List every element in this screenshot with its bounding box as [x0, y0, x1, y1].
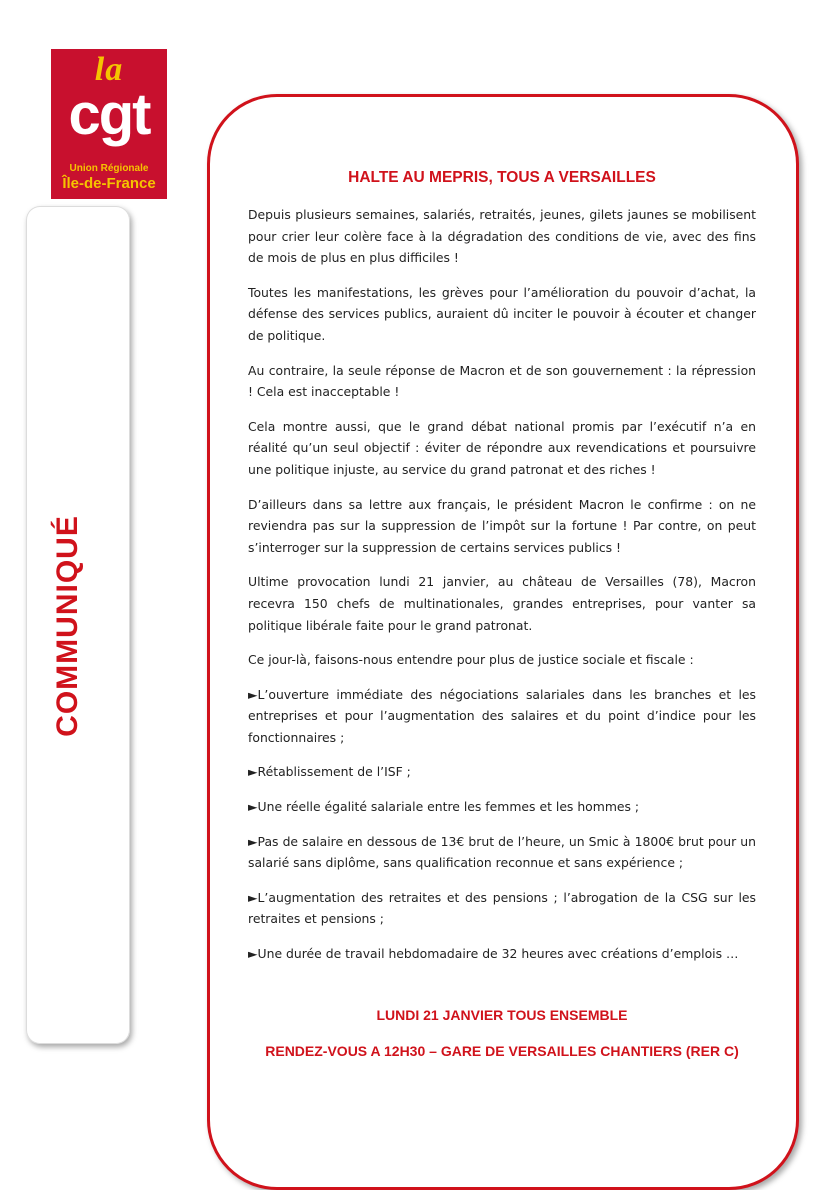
demand-item: ►Une réelle égalité salariale entre les femmes et les hommes ;: [248, 799, 640, 815]
demand-item: ►Pas de salaire en dessous de 13€ brut de l’heure, un Smic à 1800€ brut pour un salarié sans diplôme, sans qualification reconnue et sans expérience ;: [248, 833, 756, 871]
document-title: HALTE AU MEPRIS, TOUS A VERSAILLES: [348, 169, 656, 186]
logo-union-text: Union Régionale: [69, 163, 149, 174]
communique-label: COMMUNIQUÉ: [51, 515, 84, 737]
footer-cut-line: RENDEZ-VOUS A 12H30 – GARE DE VERSAILLES CHANTIERS (RER C): [265, 1043, 739, 1060]
demand-item: ►Une durée de travail hebdomadaire de 32 heures avec créations d’emplois …: [248, 946, 739, 962]
footer-heading: LUNDI 21 JANVIER TOUS ENSEMBLE: [376, 1006, 628, 1023]
paragraph: Au contraire, la seule réponse de Macron et de son gouvernement : la répression ! Cela est inacceptable !: [248, 362, 756, 400]
paragraph: Depuis plusieurs semaines, salariés, retraités, jeunes, gilets jaunes se mobilisent pour crier leur colère face à la dégradation des conditions de vie, avec des fins de mois de plus en plus difficiles !: [248, 207, 756, 266]
logo-cgt-text: cgt: [68, 82, 150, 147]
demand-item: ►L’augmentation des retraites et des pensions ; l’abrogation de la CSG sur les retraites et pensions ;: [248, 889, 756, 927]
logo-region-text: Île-de-France: [62, 175, 156, 192]
demand-item: ►L’ouverture immédiate des négociations salariales dans les branches et les entreprises et pour l’augmentation des salaires et du point d’indice pour les fonctionnaires ;: [248, 686, 756, 745]
cgt-logo: [51, 49, 167, 199]
paragraph: Ultime provocation lundi 21 janvier, au château de Versailles (78), Macron recevra 150 chefs de multinationales, grandes entreprises, pour vanter sa politique libérale faite pour le grand patronat.: [248, 574, 756, 633]
paragraph: Ce jour-là, faisons-nous entendre pour plus de justice sociale et fiscale :: [248, 652, 694, 668]
document-body: [248, 168, 756, 1088]
paragraph: D’ailleurs dans sa lettre aux français, le président Macron le confirme : on ne reviendra pas sur la suppression de l’impôt sur la fortune ! Par contre, on peut s’interroger sur la suppression de certains services publics !: [248, 496, 756, 555]
paragraph: Cela montre aussi, que le grand débat national promis par l’exécutif n’a en réalité qu’un seul objectif : éviter de répondre aux revendications et poursuivre une politique injuste, au service du grand patronat et des riches !: [248, 418, 756, 477]
demand-item: ►Rétablissement de l’ISF ;: [248, 764, 411, 780]
logo-la-text: la: [94, 51, 124, 88]
paragraph: Toutes les manifestations, les grèves pour l’amélioration du pouvoir d’achat, la défense des services publics, auraient dû inciter le pouvoir à écouter et changer de politique.: [248, 284, 756, 343]
